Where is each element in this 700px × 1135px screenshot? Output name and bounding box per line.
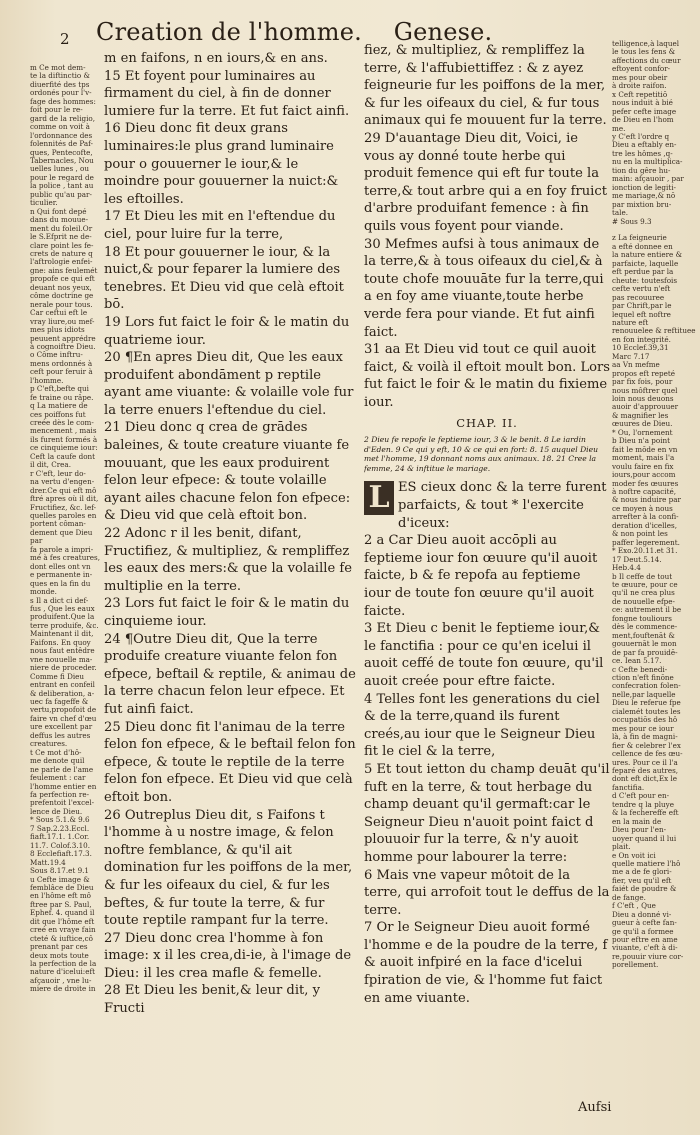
right-text-column bbox=[364, 42, 610, 1122]
left-margin-notes: m Ce mot dem- te la diftinctio & diuerfité des tps ordonés pour l'v- fage des hommes: foit pour le re- gard de la religio, comme on voit à l'ordonnance des folennités de Paf- ques, Pentecofte, Tabernacles, Nou uelles lunes , ou pour le regard de la police , tant au public qu'au par- ticulier. n Qui font depé dans du mouue- ment du foleil.Or le S.Efprit ne de- clare point les fe- crets de nature q l'aftrologie enfei- gne: ains feulemét propofe ce qui eft deuant nos yeux, côme doctrine ge nerale pour tous. Car ceftui eft le vray liure,ou mef- mes plus idiots peuuent apprédre à cognoiftre Dieu. o Côme inftru- mens ordonnés à ceft pour feruir à l'homme. p C'eft,befte qui fe traine ou râpe. q La matiere de ces poiffons fut creée dès le com- mencement , mais ils furent formés à ce cinquieme iour: Ceft la caufe dont il dit, Crea. r C'eft, leur do- na vertu d'engen- drer.Ce qui eft mô ftré apres où il dit, Fructifiez, &c. lef- quelles paroles en portent côman- dement que Dieu par fa parole a impri- mé à fes creatures, dont elles ont vn e permanente in- ques en la fin du monde. s Il a dict ci def- fus , Que les eaux produifent.Que la terre produife, &c. Maintenant il dit, Faifons. En quoy nous faut entêdre vne nouuelle ma- niere de proceder. Comme fi Dieu entrant en confeil & deliberation, a- uec fa fageffe & vertu,propofoit de faire vn chef d'œu ure excellent par deffus les autres creatures. t Ce mot d'hô- me denote quil ne parle de l'ame feulement : car l'homme entier en fa perfection re- prefentoit l'excel- lence de Dieu. * Sous 5.1.& 9.6 7 Sap.2.23.Eccl. fiaft.17.1. 1.Cor. 11.7. Colof.3.10. 8 Ecclefiaft.17.3. Matt.19.4 Sous 8.17.et 9.1 u Cefte image & femblâce de Dieu en l'hôme eft mô ftree par S. Paul, Ephef. 4. quand il dit que l'hôme eft creé en vraye fain cteté & iuftice,cô prenant par ces deux mots toute la perfection de la nature d'icelui:eft afçauoir , vne lu- miere de droite in bbox=[30, 64, 100, 994]
verse-text: ES cieux donc & la terre furent parfaicts, & tout * l'exercite d'iceux: bbox=[398, 480, 607, 531]
chapter-heading: CHAP. II. bbox=[456, 416, 518, 431]
verse: fiez, & multipliez, & rempliffez la terre, & l'affubiettiffez : & z ayez feigneurie fur les poiffons de la mer, & fur les oifeaux du ciel, & fur tous animaux qui fe mouuent fur la terre. bbox=[364, 43, 607, 129]
verse: 22 Adonc r il les benit, difant, Fructifiez, & multipliez, & rempliffez les eaux des mers:& que la volaille fe multiplie en la terre. bbox=[104, 526, 352, 594]
verse: 18 Et pour gouuerner le iour, & la nuict,& pour feparer la lumiere des tenebres. Et Dieu vid que celà eftoit bō. bbox=[104, 244, 344, 313]
verse: 4 Telles font les generations du ciel & de la terre,quand ils furent creés,au iour que le Seigneur Dieu fit le ciel & la terre, bbox=[364, 691, 600, 760]
verse: 17 Et Dieu les mit en l'eftendue du ciel, pour luire fur la terre, bbox=[104, 209, 336, 242]
verse: m en faifons, n en iours,& en ans. bbox=[104, 51, 328, 66]
verse: 3 Et Dieu c benit le feptieme iour,& le fanctifia : pour ce qu'en icelui il auoit ceffé de toute fon œuure, qu'il auoit creée pour eftre faicte. bbox=[364, 621, 604, 689]
header-book: Genese. bbox=[393, 18, 493, 46]
verse: 27 Dieu donc crea l'homme à fon image: x il les crea,di-ie, à l'image de Dieu: il les crea mafle & femelle. bbox=[104, 930, 352, 981]
verse: 31 aa Et Dieu vid tout ce quil auoit faict, & voilà il eftoit moult bon. Lors fut faict le foir & le matin du fixieme iour. bbox=[364, 342, 610, 410]
verse: 21 Dieu donc q crea de grādes baleines, & toute creature viuante fe mouuant, que les eaux produirent felon leur efpece: & toute volaille ayant ailes chacune felon fon efpece: & Dieu vid que celà eftoit bon. bbox=[104, 420, 351, 524]
verse: 6 Mais vne vapeur môtoit de la terre, qui arrofoit tout le deffus de la terre. bbox=[364, 867, 610, 918]
catchword: Aufsi bbox=[578, 1100, 612, 1115]
verse: 16 Dieu donc fit deux grans luminaires:le plus grand luminaire pour o gouuerner le iour,& le moindre pour gouuerner la nuict:& les eftoilles. bbox=[104, 121, 339, 207]
header-title: Creation de l'homme. bbox=[96, 18, 362, 46]
verse: 30 Mefmes aufsi à tous animaux de la terre,& à tous oifeaux du ciel,& à toute chofe mouuāte fur la terre,qui a en foy ame viuante,toute herbe verde fera pour viande. Et fut ainfi faict. bbox=[364, 236, 604, 340]
page-number: 2 bbox=[60, 30, 70, 48]
verse: 24 ¶Outre Dieu dit, Que la terre produife creature viuante felon fon efpece, beftail & reptile, & animau de la terre chacun felon leur efpece. Et fut ainfi faict. bbox=[104, 631, 356, 717]
verse: 20 ¶En apres Dieu dit, Que les eaux produifent abondāment p reptile ayant ame viuante: & volaille vole fur la terre enuers l'eftendue du ciel. bbox=[104, 350, 354, 418]
left-text-column bbox=[104, 50, 356, 1110]
verse: 15 Et foyent pour luminaires au firmament du ciel, à fin de donner lumiere fur la terre. Et fut faict ainfi. bbox=[104, 68, 350, 119]
verse bbox=[364, 479, 610, 532]
verse: 7 Or le Seigneur Dieu auoit formé l'homme e de la poudre de la terre, f & auoit infpiré en la face d'icelui fpiration de vie, & l'homme fut faict en ame viuante. bbox=[364, 920, 608, 1006]
chapter-summary: 2 Dieu fe repofe le feptieme iour, 3 & le benit. 8 Le iardin d'Eden. 9 Ce qui y eft, 10 & ce qui en fort: 8. 15 auquel Dieu met l'homme, 19 donnant noms aux animaux. 18. 21 Cree la femme, 24 & inftitue le mariage. bbox=[364, 435, 598, 473]
verse: 2 a Car Dieu auoit accōpli au feptieme iour fon œuure qu'il auoit faicte, b & fe repofa au feptieme iour de toute fon œuure qu'il auoit faicte. bbox=[364, 533, 598, 619]
verse: 26 Outreplus Dieu dit, s Faifons t l'homme à u nostre image, & felon noftre femblance, & qu'il ait domination fur les poiffons de la mer, & fur les oifeaux du ciel, & fur les beftes, & fur toute la terre, & fur toute reptile rampant fur la terre. bbox=[104, 807, 353, 929]
verse: 25 Dieu donc fit l'animau de la terre felon fon efpece, & le beftail felon fon efpece, & toute le reptile de la terre felon fon efpece. Et Dieu vid que celà eftoit bon. bbox=[104, 719, 356, 805]
verse: 5 Et tout ietton du champ deuāt qu'il fuft en la terre, & tout herbage du champ deuant qu'il germaft:car le Seigneur Dieu n'auoit point faict d plouuoir fur la terre, & n'y auoit homme pour labourer la terre: bbox=[364, 761, 610, 865]
verse: 28 Et Dieu les benit,& leur dit, y Fructi bbox=[104, 983, 320, 1017]
verse: 19 Lors fut faict le foir & le matin du quatrieme iour. bbox=[104, 314, 350, 348]
verse: 29 D'auantage Dieu dit, Voici, ie vous ay donné toute herbe qui produit femence qui eft fur toute la terre,& tout arbre qui a en foy fruict d'arbre produifant femence : à fin quils vous foyent pour viande. bbox=[364, 130, 607, 234]
drop-cap: L bbox=[364, 481, 394, 515]
right-margin-notes: telligence,à laquel le tous les fens & affections du cœur eftoyent confor- mes pour obeir à droite raifon. x Ceft repetitiō nous induit à bié pefer cefte image de Dieu en l'hom me. y C'eft l'ordre q Dieu a eftably en- tre les hômes ,q- nu en la multiplica- tion du gêre hu- main: afçauoir , par ionction de legiti- me mariage,& nō par mixtion bru- tale. # Sous 9.3 z La feigneurie a efté donnee en la nature entiere & parfaicte, laquelle eft perdue par la cheute: toutesfois cefte vertu n'eft pas recouuree par Chrift,par le lequel eft noftre nature eft renouuelee & reftituee en fon integrité. 10 Ecclef.39,31 Marc 7.17 aa Vn mefme propos eft repeté par fix fois, pour nous môftrer quel loin nous deuons auoir d'approuuer & magnifier les œuures de Dieu. * Ou, l'ornement b Dieu n'a point fait le mōde en vn moment, mais l'a voulu faire en fix iours,pour accom moder fes œuures à noftre capacité, & nous induire par ce moyen à nous arrefter à la confi- deration d'icelles, & non point les paffer legerement. * Exo.20.11.et 31. 17 Deut.5.14. Heb.4.4 b Il ceffe de tout te œuure, pour ce qu'il ne crea plus de nouuelle efpe- ce: autrement il be fongne touliours dès le commence- ment,fouftenāt & gouuernāt le mon de par fa prouidē- ce. Iean 5.17. c Cefte benedi- ction n'eft finōne confecration folen- nelle,par laquelle Dieu le referue fpe cialemét toutes les occupatiōs des hô mes pour ce iour là, à fin de magni- fier & celebrer l'ex cellence de fes œu- ures. Pour ce il l'a feparé des autres, dont eft dict,Ex le fanctifia. d C'eft pour en- tendre q la pluye & la fechereffe eft en la main de Dieu pour l'en- uoyer quand il lui plait. e On voit ici quelle matiere l'hô me a de fe glori- fier, veu qu'il eft faiét de poudre & de fange. f C'eft , Que Dieu a donné vi- gueur à cefte fan- ge qu'il a formee pour eftre en ame viuante, c'eft à di- re,pouuir viure cor- porellement. bbox=[612, 40, 696, 970]
verse: 23 Lors fut faict le foir & le matin du cinquieme iour. bbox=[104, 596, 350, 629]
